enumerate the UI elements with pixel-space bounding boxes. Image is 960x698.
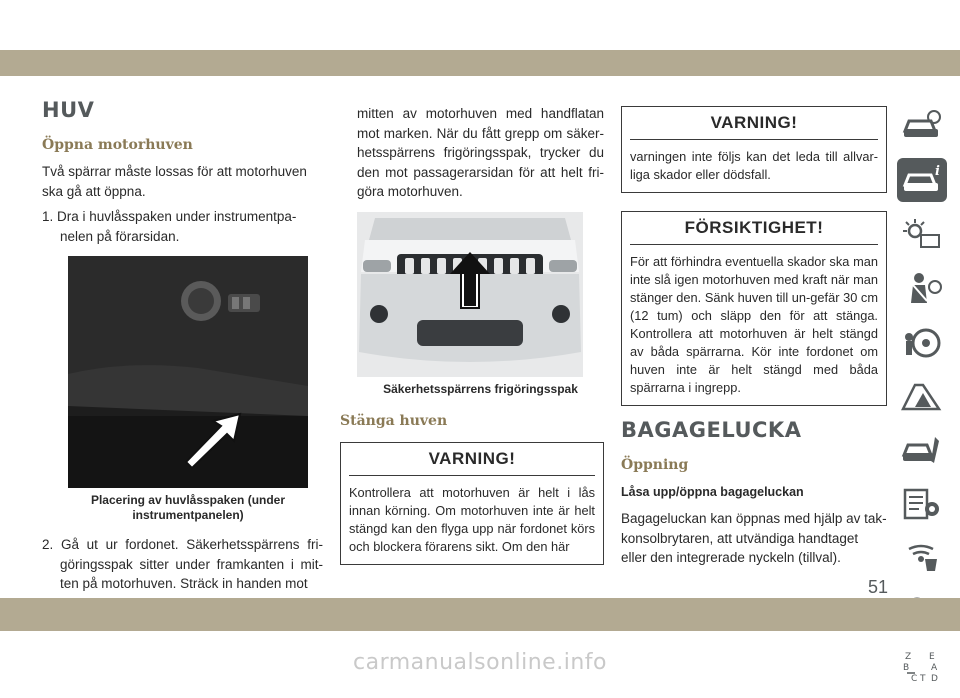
road-warning-icon[interactable] <box>897 374 947 418</box>
figure1-caption: Placering av huvlåsspaken (under instrumentpanelen) <box>90 493 286 522</box>
page-number: 51 <box>868 577 889 597</box>
figure-hood-release-lever <box>68 256 308 488</box>
step-list-2 <box>42 535 323 594</box>
warning-text: Kontrollera att motorhuven är helt i lås innan körning. Om motorhuven inte är helt stängd kan den flyga upp när fordonet körs och blockera förarens sikt. Om den här <box>349 484 595 554</box>
safety-latch-photo <box>357 212 583 377</box>
heading-opening: Öppning <box>621 457 689 473</box>
document-gear-icon[interactable] <box>897 482 947 526</box>
open-hood-intro: Två spärrar måste lossas för att motorhuven ska gå att öppna. <box>42 164 307 199</box>
watermark-text: carmanualsonline.info <box>353 650 607 675</box>
subheading-unlock-liftgate: Låsa upp/öppna bagageluckan <box>621 485 804 499</box>
car-service-icon[interactable] <box>897 428 947 472</box>
warning-continued-title: VARNING! <box>630 107 878 140</box>
caution-title: FÖRSIKTIGHET! <box>630 212 878 245</box>
index-letter-c: C <box>911 674 918 683</box>
figure-safety-latch <box>357 212 583 377</box>
step-2-continued: mitten av motorhuven med handflatan mot marken. När du fått grepp om säker-hetsspärrens frigöringsspak, trycker du den mot passagerarsidan för att helt fri-göra motorhuven. <box>357 106 604 199</box>
step-2-text: Gå ut ur fordonet. Säkerhetsspärrens fri-göringsspak sitter under framkanten i mit-ten på motorhuven. Sträck in handen mot <box>60 537 323 591</box>
warning-box <box>340 442 604 565</box>
figure2-caption: Säkerhetsspärrens frigöringsspak <box>383 381 578 396</box>
steering-wheel-icon[interactable] <box>897 320 947 364</box>
step-2 <box>42 535 323 594</box>
section-title-hood: HUV <box>42 98 95 122</box>
index-letter-z: Z <box>905 652 912 662</box>
car-info-icon[interactable] <box>897 158 947 202</box>
column-middle <box>340 98 604 565</box>
car-warning-icon[interactable] <box>897 104 947 148</box>
warning-box-continued <box>621 106 887 193</box>
heading-open-hood: Öppna motorhuven <box>42 137 193 153</box>
top-band <box>0 50 960 76</box>
heading-close-hood: Stänga huven <box>340 412 448 429</box>
lights-message-icon[interactable] <box>897 212 947 256</box>
index-letter-t: T <box>920 674 926 683</box>
warning-title: VARNING! <box>349 443 595 476</box>
warning-continued-text: varningen inte följs kan det leda till allvar-liga skador eller dödsfall. <box>630 149 878 182</box>
column-left <box>42 98 323 594</box>
index-letter-a: A <box>931 663 938 673</box>
caution-box <box>621 211 887 406</box>
hood-release-lever-photo <box>68 256 308 488</box>
section-title-liftgate: BAGAGELUCKA <box>621 418 802 442</box>
bottom-band <box>0 598 960 631</box>
caution-text: För att förhindra eventuella skador ska man inte slå igen motorhuven med kraft när man stänger den. Sänk huven till un-gefär 30 cm (12 tum) och släpp den för att stänga. Kontrollera att motorhuven är helt stängd av båda spärrarna. Kör inte fordonet om huven inte är helt stängd med båda spärrarna i ingrepp. <box>630 254 878 395</box>
step-1-number: 1. <box>42 209 54 224</box>
seat-belt-airbag-icon[interactable] <box>897 266 947 310</box>
step-2-number: 2. <box>42 537 54 552</box>
index-letter-e: E <box>929 652 935 662</box>
music-nav-icon[interactable] <box>897 536 947 580</box>
svg-text:i: i <box>935 164 940 179</box>
column-right <box>621 98 887 568</box>
step-list-1 <box>42 207 323 246</box>
liftgate-text: Bagageluckan kan öppnas med hjälp av tak-konsolbrytaren, att utvändiga handtaget eller den integrerade nyckeln (tillval). <box>621 511 887 565</box>
step-1-text: Dra i huvlåsspaken under instrumentpa-nelen på förarsidan. <box>57 209 297 244</box>
index-letter-b: B <box>903 663 910 673</box>
index-letter-d: D <box>931 674 938 683</box>
step-1 <box>42 207 323 246</box>
